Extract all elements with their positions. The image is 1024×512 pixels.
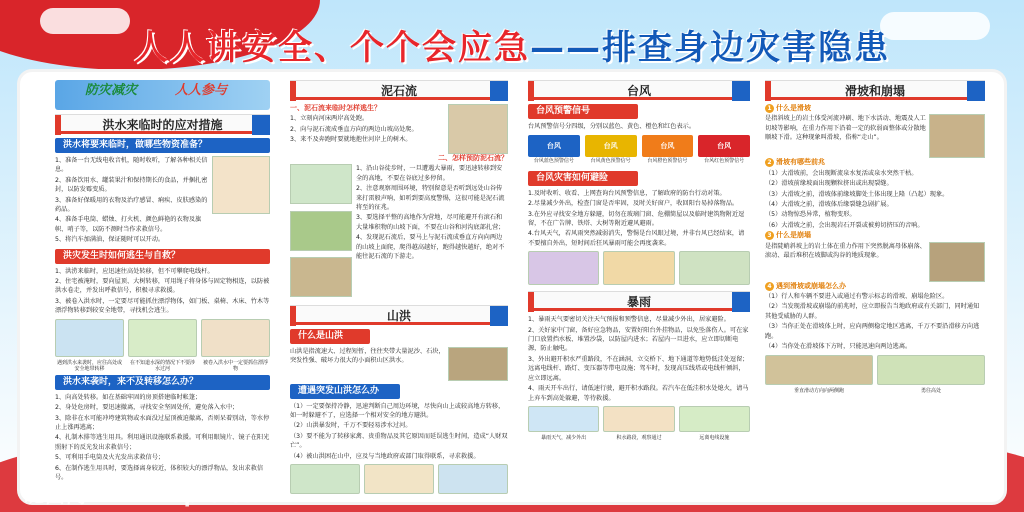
list-item: 2、注意观察周围环境，特别留意是否听到远处山谷传来打雷般声响，如听到要高度警惕，这很可能是泥石流将至的征兆。	[356, 185, 505, 212]
list-item: 3、准备好保暖用的衣物及治疗感冒、痢疾、皮肤感染的药品。	[55, 196, 208, 214]
list-item: 4、准备手电筒、蜡烛、打火机、颜色鲜艳的衣物及旗帜、哨子等，以防不测时当作求救信号。	[55, 216, 202, 233]
list-item: 3.在外应寻找安全地方躲避，切勿在玻璃门窗、危棚简屋以及临时建筑物附近逗留，不在广告牌、铁塔、大树等附近避风避雨。	[528, 210, 745, 228]
paragraph: 山洪是指流速大、过程短暂，往往夹带大量泥沙、石块，突发性强、破坏力很大的小面积山区洪水。	[290, 347, 445, 365]
illustration	[364, 464, 434, 494]
list-item: （1）行人和车辆不要进入或通过有警示标志的滑坡、崩塌危险区。	[765, 293, 949, 301]
number-badge: 2	[765, 158, 774, 167]
list-item: 4、发现泥石流后，要马上与泥石流成垂直方向向两边的山坡上面爬，爬得越高越好，跑得越快越好，绝对不能往泥石流的下游走。	[356, 234, 505, 261]
question-heading: 二、怎样预防泥石流？	[438, 154, 508, 162]
list-item: 2、关好家中门窗，备好应急物品，安置好阳台外挂物品，以免坠落伤人。可在家门口放置挡水板、堆置沙袋，以防屋内进水；若屋内一旦进水，应立即切断电源，防止触电。	[528, 326, 749, 353]
flood-illustration	[201, 319, 270, 357]
landslide-illustration	[765, 355, 873, 385]
column-landslide	[765, 80, 985, 498]
picture-row	[528, 406, 750, 441]
column-debris-flow	[290, 80, 508, 498]
typhoon-illustration	[528, 251, 599, 285]
collapse-image	[929, 242, 985, 282]
subheading: 遭遇突发山洪怎么办	[290, 384, 400, 399]
number-badge: 4	[765, 282, 774, 291]
list-item: （2）山洪暴发时，千万不要轻易涉水过河。	[290, 422, 412, 430]
section-heading: 滑坡和崩塌	[765, 80, 985, 100]
list-item: 2、向与泥石流成垂直方向的两边山坡高处爬。	[290, 125, 418, 133]
list-item: 2.尽量减少外出，检查门窗是否牢固，及时关好窗户，收回阳台易掉落物品。	[528, 200, 739, 208]
picture-caption: 勇往高处	[920, 387, 941, 394]
subheading: 台风预警信号	[528, 104, 638, 119]
list-item: 6、在制作逃生用具时，要选择离身较近，体积较大的漂浮物品，发出求救信号。	[55, 464, 264, 481]
section-heading: 洪水来临时的应对措施	[55, 114, 270, 134]
section-heading: 台风	[528, 80, 750, 100]
list-item: 1、沿山谷徒步时，一旦遭遇大暴雨，要迅速转移到安全的高地，不要在谷底过多停留。	[356, 165, 503, 182]
list-item: 3、除非在水可能冲垮建筑物或水面没过屋顶被迫撤离，否则呆着别动，等水停止上涨再逃离；	[55, 414, 270, 431]
emergency-kit-image	[212, 156, 270, 214]
list-item: 2、准备饮用水、罐装果汁和保持期长的食品，并捆扎密封，以防发霉变质。	[55, 176, 208, 194]
list-item: 1、立刻向河床两岸高处跑。	[290, 115, 369, 123]
flood-illustration	[128, 319, 197, 357]
list-item: （5）动物惊恐异常，植物变形。	[765, 211, 856, 219]
list-item: （1）大滑坡前，会出现断流泉水复活或泉水突然干枯。	[765, 169, 918, 177]
title-dash: ——	[530, 28, 602, 68]
subheading: 洪水将要来临时，做哪些物资准备？	[55, 138, 270, 153]
list-item: （3）大滑坡之前，滑坡体前缘坡脚处土体出现上隆（凸起）现象。	[765, 190, 949, 198]
signal-caption: 台风黄色预警信号	[590, 158, 631, 165]
picture-row	[765, 355, 985, 394]
list-item: 1、准备一台无线电收音机，随时收听，了解各种相关信息。	[55, 157, 208, 174]
landslide-illustration	[877, 355, 985, 385]
list-item: 1、洪涝来临时，应迅速往高处转移，但不可攀爬电线杆。	[55, 267, 214, 275]
list-item: 3、要选择平整的高地作为营地，尽可能避开有滚石和大量堆积物的山坡下面，不要在山谷和河沟底部扎营；	[356, 214, 505, 231]
list-item: 3、被卷入洪水时，一定要尽可能抓住漂浮物体，如门板、桌椅、木床、竹木等漂浮物转移到较安全地带，寻找机会逃生。	[55, 297, 270, 315]
question-heading: 滑坡有哪些前兆	[776, 158, 825, 167]
list-item: 4、扎制木排等逃生用具。利用通讯设施联系救援。可利用眼镜片、镜子在阳光照射下的反光发出求救信号；	[55, 434, 270, 451]
signal-caption: 台风橙色预警信号	[647, 158, 688, 165]
typhoon-signal-row	[528, 135, 750, 166]
typhoon-yellow-signal: 台风	[585, 135, 637, 157]
picture-caption: 遇到洪水来袭时，应往高处或安全地带转移	[56, 359, 122, 372]
list-item: 4.台风天气，若风雨突然减弱消失，警惕是台风眼过境，并非台风已经结束，请不要擅自外出，短时间后狂风暴雨可能会再度袭来。	[528, 230, 745, 247]
list-item: （3）当你正处在滑坡体上时，应向两侧稳定地区逃离，千万不要沿滑移方向逃跑。	[765, 323, 980, 340]
typhoon-orange-signal: 台风	[642, 135, 694, 157]
signal-caption: 台风蓝色预警信号	[533, 158, 574, 165]
subheading: 洪灾发生时如何逃生与自救？	[55, 249, 270, 264]
rainstorm-illustration	[528, 406, 599, 432]
debris-flow-image	[448, 104, 508, 154]
list-item: 2、住宅被淹时，要向屋顶、大树转移，可用绳子将身体与固定物相连，以防被洪水卷走，并发出呼救信号，积极寻求救援。	[55, 278, 270, 295]
list-item: （4）大滑坡之前，滑坡体后缘裂缝急剧扩展。	[765, 201, 893, 209]
section-heading: 泥石流	[290, 80, 508, 100]
picture-caption: 在不知道水深的情况下不要涉水过河	[129, 359, 195, 372]
picture-caption: 垂直滑动方向向两侧跑	[793, 387, 844, 394]
flood-illustration	[55, 319, 124, 357]
list-item: （4）被山洪困在山中，应及与当地政府或部门取得联系，寻求救援。	[290, 452, 480, 460]
typhoon-illustration	[603, 251, 674, 285]
list-item: （1）一定要保持冷静，迅速判断自己周边环境，尽快向山上或较高地方转移，如一时躲避不了，应选择一个相对安全的地方避洪。	[290, 402, 505, 420]
picture-caption: 被卷入洪水中一定要抓住漂浮物	[202, 359, 268, 372]
illustration	[438, 464, 508, 494]
picture-caption: 积水路段，观察通过	[616, 434, 662, 441]
section-heading: 山洪	[290, 305, 508, 325]
illustration	[290, 464, 360, 494]
paragraph: 是指陡峭斜坡上的岩土体在重力作用下突然脱离母体崩落、滚动、最后堆积在坡脚或沟谷的地质现象。	[765, 242, 926, 260]
mountain-image	[290, 164, 352, 204]
list-item: （6）大滑坡之前，会出现岩石开裂或被剪切挤压的音响。	[765, 221, 924, 229]
list-item: （3）要不能为了转移家禽、贵重物品及其它原因而延误逃生时间，造成“人财双亡”。	[290, 432, 508, 450]
list-item: 1.及时收听、收看、上网查询台风预警信息，了解政府的防台行动对策。	[528, 189, 726, 197]
list-item: （2）滑坡前缘坡面出现颗粒挤出或出现裂缝。	[765, 180, 893, 188]
question-heading: 什么是崩塌	[776, 231, 811, 240]
number-badge: 3	[765, 231, 774, 240]
rainstorm-illustration	[679, 406, 750, 432]
paragraph: 是指斜坡上的岩土体受河流冲刷、地下水活动、地震及人工切坡等影响，在重力作用下沿着一定的软弱面整体或分散地顺坡下滑。这种现象叫滑坡，俗称“走山”。	[765, 115, 926, 142]
question-heading: 一、泥石流来临时怎样逃生？	[290, 104, 381, 112]
list-item: （2）当发现滑坡或崩塌的前兆时，应立即报告当地政府或有关部门，同时通知其他受威胁的人群。	[765, 303, 980, 320]
page-title	[0, 20, 1024, 69]
picture-caption: 远离电线设施	[699, 434, 730, 441]
banner-text-a: 防灾减灾	[85, 83, 138, 98]
list-item: （4）当你处在滑坡体下方时，只能迅速向两边逃离。	[765, 343, 912, 351]
question-heading: 遇到滑坡或崩塌怎么办	[776, 281, 846, 290]
mountain-flood-image	[448, 347, 508, 381]
question-heading: 什么是滑坡	[776, 104, 811, 112]
list-item: 5、可利用手电筒及火光发出求救信号；	[55, 454, 165, 462]
picture-row	[55, 319, 270, 372]
list-item: 2、身处危房时，要迅速撤离，寻找安全坚固处所，避免落入水中；	[55, 404, 239, 412]
column-flood	[55, 80, 270, 498]
subheading: 洪水来袭时，来不及转移怎么办？	[55, 375, 270, 390]
mountain-image	[290, 211, 352, 251]
picture-caption: 暴雨天气，减少外出	[541, 434, 587, 441]
title-left: 人人讲安全、个个会应急	[134, 28, 530, 68]
signal-caption: 台风红色预警信号	[704, 158, 745, 165]
subheading: 什么是山洪	[290, 329, 370, 344]
picture-row	[290, 464, 508, 497]
typhoon-illustration	[679, 251, 750, 285]
rainstorm-illustration	[603, 406, 674, 432]
list-item: 1、向高处转移。如在基础牢固的房顶搭建临时帐篷；	[55, 393, 202, 401]
list-item: 3、外出避开积水严重路段，不在涵洞、立交桥下、地下通道等地势低洼处逗留；远离电线杆、路灯、变压器等带电设施；驾车时，发现高压线塔或电线杆倾斜，应立即远离。	[528, 355, 749, 382]
picture-row	[528, 251, 750, 288]
section-heading: 暴雨	[528, 291, 750, 311]
typhoon-red-signal: 台风	[698, 135, 750, 157]
subheading: 台风灾害如何避险	[528, 171, 638, 186]
typhoon-blue-signal: 台风	[528, 135, 580, 157]
list-item: 3、来不及奔跑时要就地抱住河岸上的树木。	[290, 136, 412, 144]
list-item: 1、暴雨天气要密切关注天气预报和预警信息，尽量减少外出，居家避险。	[528, 316, 730, 324]
number-badge: 1	[765, 104, 774, 113]
watermark-logo: 昵图网 www.nipic.com	[24, 483, 278, 507]
mountain-image	[290, 257, 352, 297]
paragraph: 台风预警信号分四级，分别以蓝色、黄色、橙色和红色表示。	[528, 123, 696, 130]
list-item: 5、将汽车加满油，保证随时可以开动。	[55, 236, 165, 244]
title-right: 排查身边灾害隐患	[602, 28, 890, 68]
banner-text-b: 人人参与	[175, 83, 228, 98]
banner-image	[55, 80, 270, 110]
watermark-id: ID:21926599 NO:20250508153497181100	[807, 492, 1000, 502]
list-item: 4、雨天开车出行，请低速行驶，避开积水路段。若汽车在低洼积水处熄火，请马上弃车到高处躲避，等待救援。	[528, 385, 749, 402]
column-typhoon	[528, 80, 750, 498]
landslide-image	[929, 114, 985, 158]
